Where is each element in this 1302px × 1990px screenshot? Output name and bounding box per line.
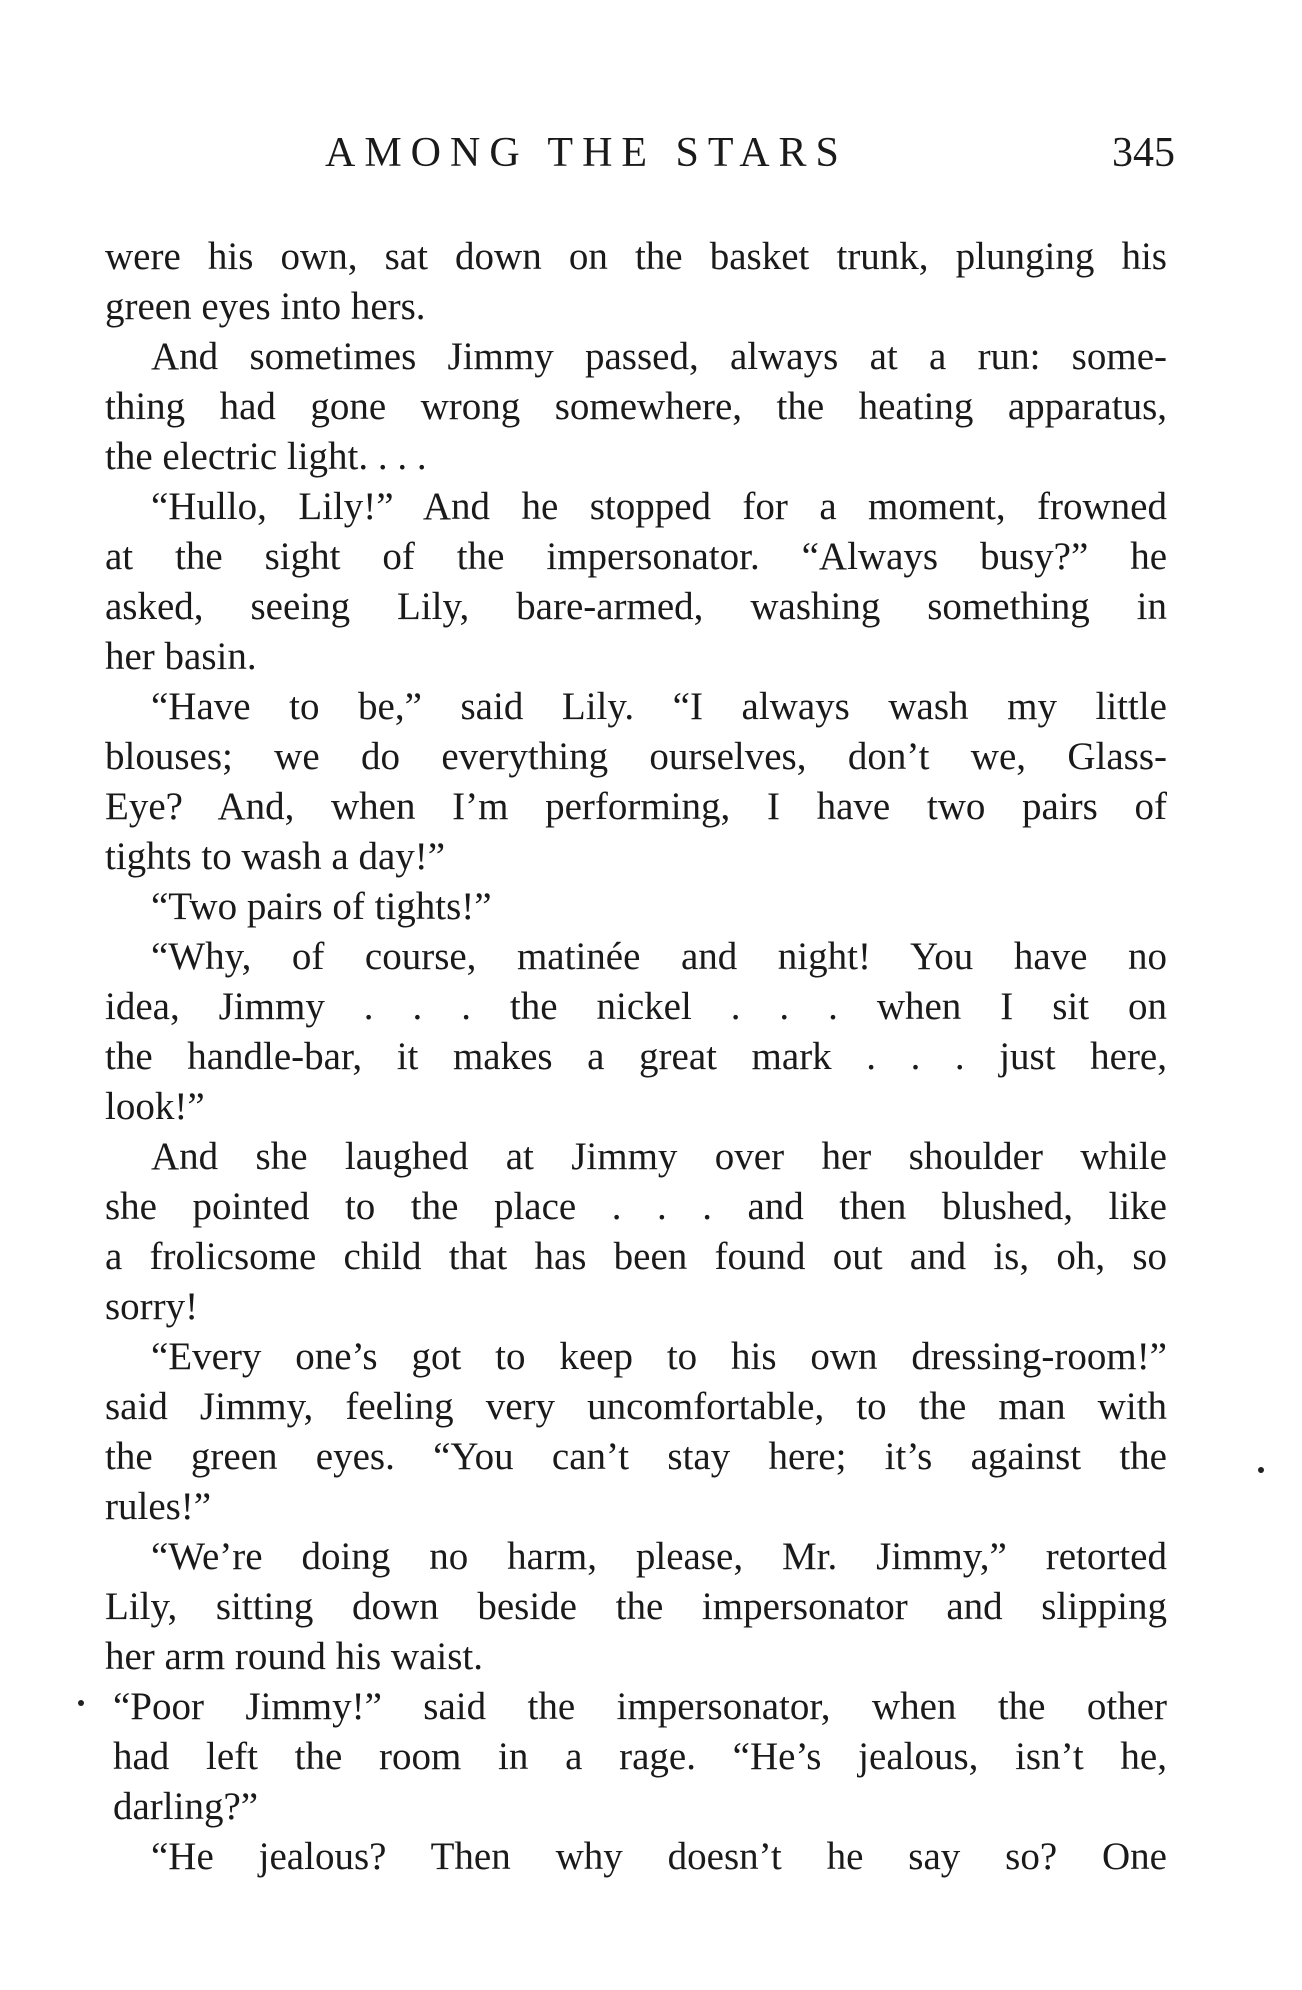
text-line: blouses; we do everything ourselves, don’t we, Glass- (105, 735, 1167, 778)
text-line: “Every one’s got to keep to his own dressing-room!” (151, 1335, 1167, 1378)
body-text (105, 232, 1167, 1882)
text-line: sorry! (105, 1285, 199, 1328)
ink-speck (78, 1700, 84, 1706)
text-line: she pointed to the place . . . and then blushed, like (105, 1185, 1167, 1228)
text-line: “Poor Jimmy!” said the impersonator, when the other (113, 1685, 1167, 1728)
text-line: at the sight of the impersonator. “Always busy?” he (105, 535, 1167, 578)
running-title: AMONG THE STARS (325, 130, 848, 176)
text-line: darling?” (113, 1785, 259, 1828)
text-line: were his own, sat down on the basket trunk, plunging his (105, 235, 1167, 278)
text-line: Eye? And, when I’m performing, I have two pairs of (105, 785, 1167, 828)
text-line: a frolicsome child that has been found out and is, oh, so (105, 1235, 1167, 1278)
text-line: had left the room in a rage. “He’s jealous, isn’t he, (113, 1735, 1167, 1778)
text-line: idea, Jimmy . . . the nickel . . . when I sit on (105, 985, 1167, 1028)
text-line: And sometimes Jimmy passed, always at a run: some- (151, 335, 1167, 378)
text-line: And she laughed at Jimmy over her shoulder while (151, 1135, 1167, 1178)
text-line: “He jealous? Then why doesn’t he say so? One (151, 1835, 1167, 1878)
text-line: green eyes into hers. (105, 285, 426, 328)
text-line: asked, seeing Lily, bare-armed, washing something in (105, 585, 1167, 628)
running-head (105, 128, 1175, 178)
text-line: thing had gone wrong somewhere, the heating apparatus, (105, 385, 1167, 428)
text-line: rules!” (105, 1485, 212, 1528)
ink-speck (1258, 1467, 1264, 1473)
text-line: “Why, of course, matinée and night! You have no (151, 935, 1167, 978)
text-line: said Jimmy, feeling very uncomfortable, to the man with (105, 1385, 1167, 1428)
text-line: the handle-bar, it makes a great mark . . . just here, (105, 1035, 1167, 1078)
text-line: her arm round his waist. (105, 1635, 484, 1678)
text-line: “Have to be,” said Lily. “I always wash my little (151, 685, 1167, 728)
text-line: Lily, sitting down beside the impersonator and slipping (105, 1585, 1167, 1628)
text-line: the electric light. . . . (105, 435, 427, 478)
page-number: 345 (1112, 130, 1175, 176)
text-line: tights to wash a day!” (105, 835, 446, 878)
text-line: “Hullo, Lily!” And he stopped for a moment, frowned (151, 485, 1167, 528)
text-line: the green eyes. “You can’t stay here; it’s against the (105, 1435, 1167, 1478)
text-line: her basin. (105, 635, 257, 678)
text-line: “We’re doing no harm, please, Mr. Jimmy,” retorted (151, 1535, 1167, 1578)
text-line: “Two pairs of tights!” (151, 885, 492, 928)
text-line: look!” (105, 1085, 205, 1128)
